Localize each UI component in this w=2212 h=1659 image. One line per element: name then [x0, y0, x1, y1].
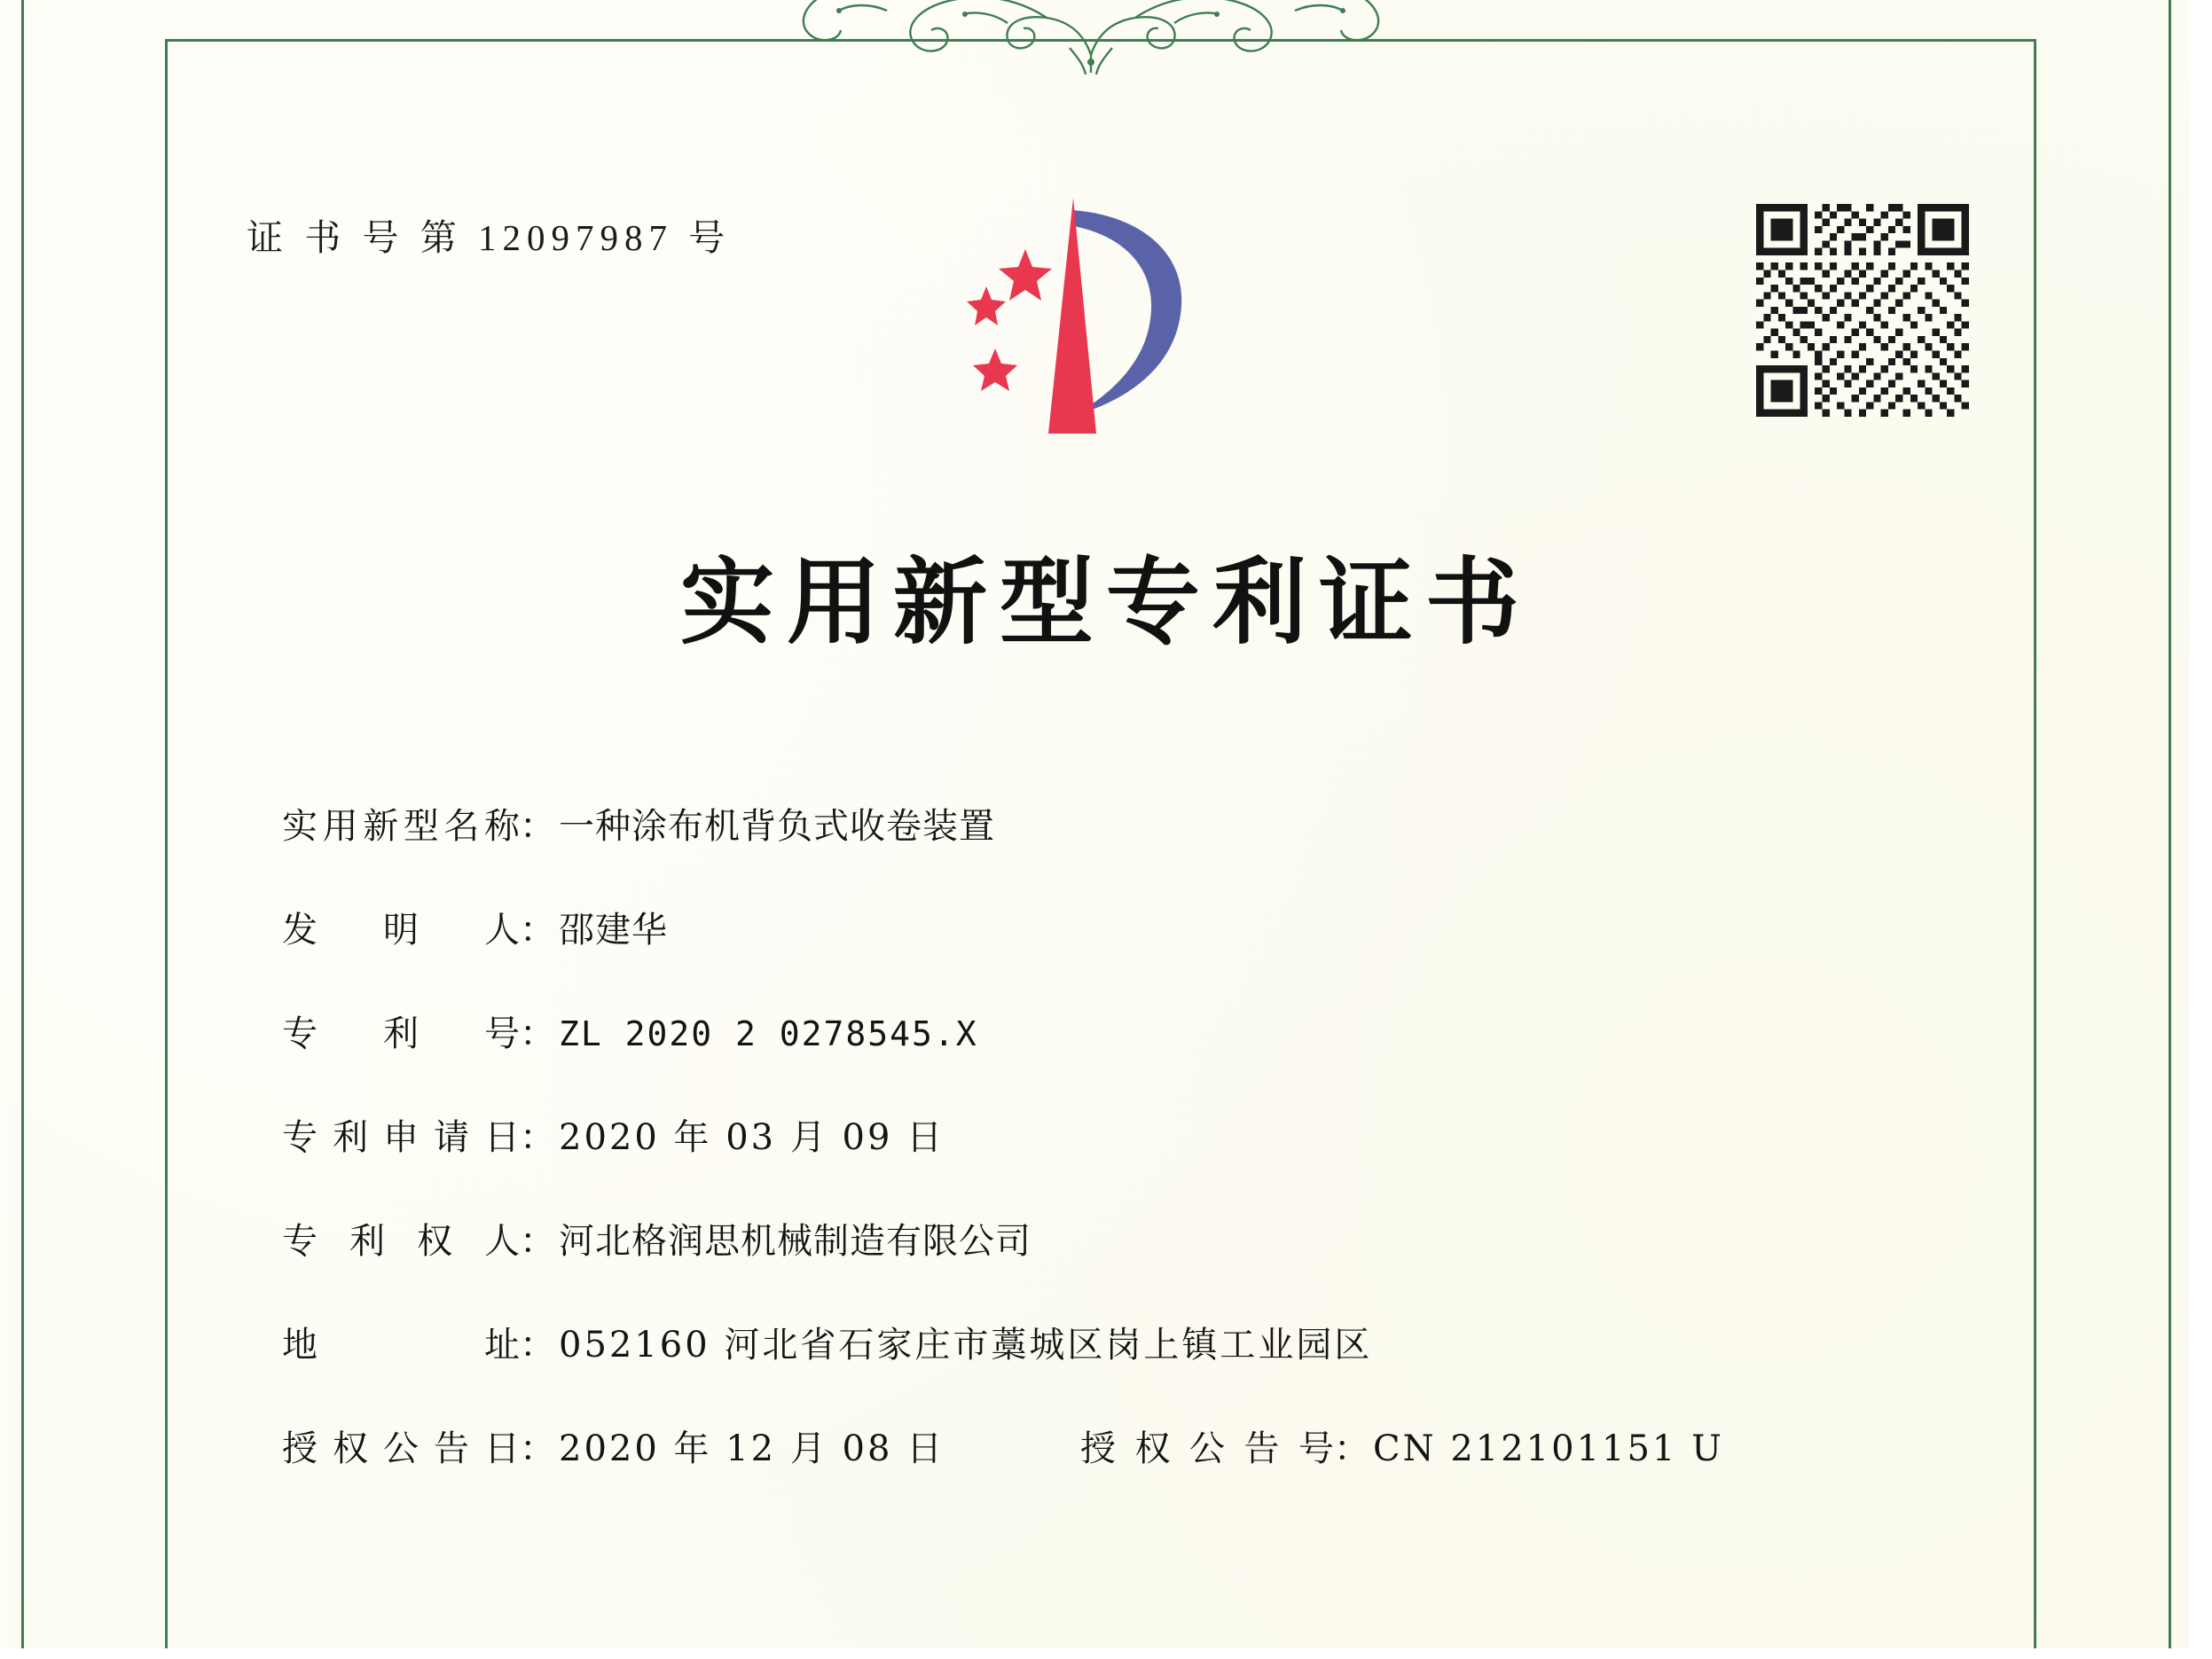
field-value-grant-number: CN 212101151 U [1373, 1428, 1724, 1469]
field-colon: ： [520, 1221, 555, 1261]
field-value-application-date: 2020 年 03 月 09 日 [559, 1117, 945, 1158]
field-colon: ： [1334, 1428, 1369, 1468]
field-colon: ： [520, 1325, 555, 1365]
field-grant-number [1080, 1420, 1724, 1471]
scan-edge-right [2189, 0, 2212, 1659]
field-label-application-date: 专利申请日 [282, 1117, 520, 1158]
field-grant-row [282, 1420, 2020, 1471]
field-colon: ： [520, 910, 555, 950]
field-value-address: 052160 河北省石家庄市藁城区岗上镇工业园区 [559, 1325, 1373, 1366]
field-value-grant-date: 2020 年 12 月 08 日 [559, 1428, 945, 1469]
field-colon: ： [520, 806, 555, 846]
field-label-patent-number: 专 利 号 [282, 1013, 520, 1054]
field-value-utility-model-name: 一种涂布机背负式收卷装置 [559, 806, 995, 847]
field-value-patent-number: ZL 2020 2 0278545.X [559, 1014, 978, 1053]
field-colon: ： [520, 1428, 555, 1468]
field-label-address: 地 址 [282, 1325, 520, 1366]
field-address [282, 1317, 2020, 1367]
field-colon: ： [520, 1013, 555, 1053]
field-label-inventor: 发 明 人 [282, 910, 520, 951]
field-inventor [282, 902, 2020, 952]
field-grant-date [282, 1420, 1080, 1471]
field-label-patentee: 专 利 权 人 [282, 1221, 520, 1262]
field-value-patentee: 河北格润思机械制造有限公司 [559, 1221, 1031, 1262]
field-patentee [282, 1213, 2020, 1264]
field-utility-model-name [282, 798, 2020, 849]
scan-edge-left [0, 0, 9, 1659]
field-label-grant-date: 授权公告日 [282, 1428, 520, 1469]
qr-code [1756, 204, 1969, 417]
field-label-grant-number: 授权公告号 [1080, 1428, 1334, 1469]
field-application-date [282, 1109, 2020, 1160]
field-colon: ： [520, 1117, 555, 1157]
page-title: 实用新型专利证书 [680, 546, 1532, 657]
certificate-fields [282, 798, 2020, 1471]
certificate-number: 证 书 号 第 12097987 号 [247, 217, 732, 258]
cnipa-emblem-icon [940, 191, 1233, 448]
scan-edge-bottom [0, 1648, 2212, 1659]
field-label-utility-model-name: 实用新型名称 [282, 806, 520, 847]
field-value-inventor: 邵建华 [559, 910, 668, 951]
field-patent-number [282, 1006, 2020, 1056]
